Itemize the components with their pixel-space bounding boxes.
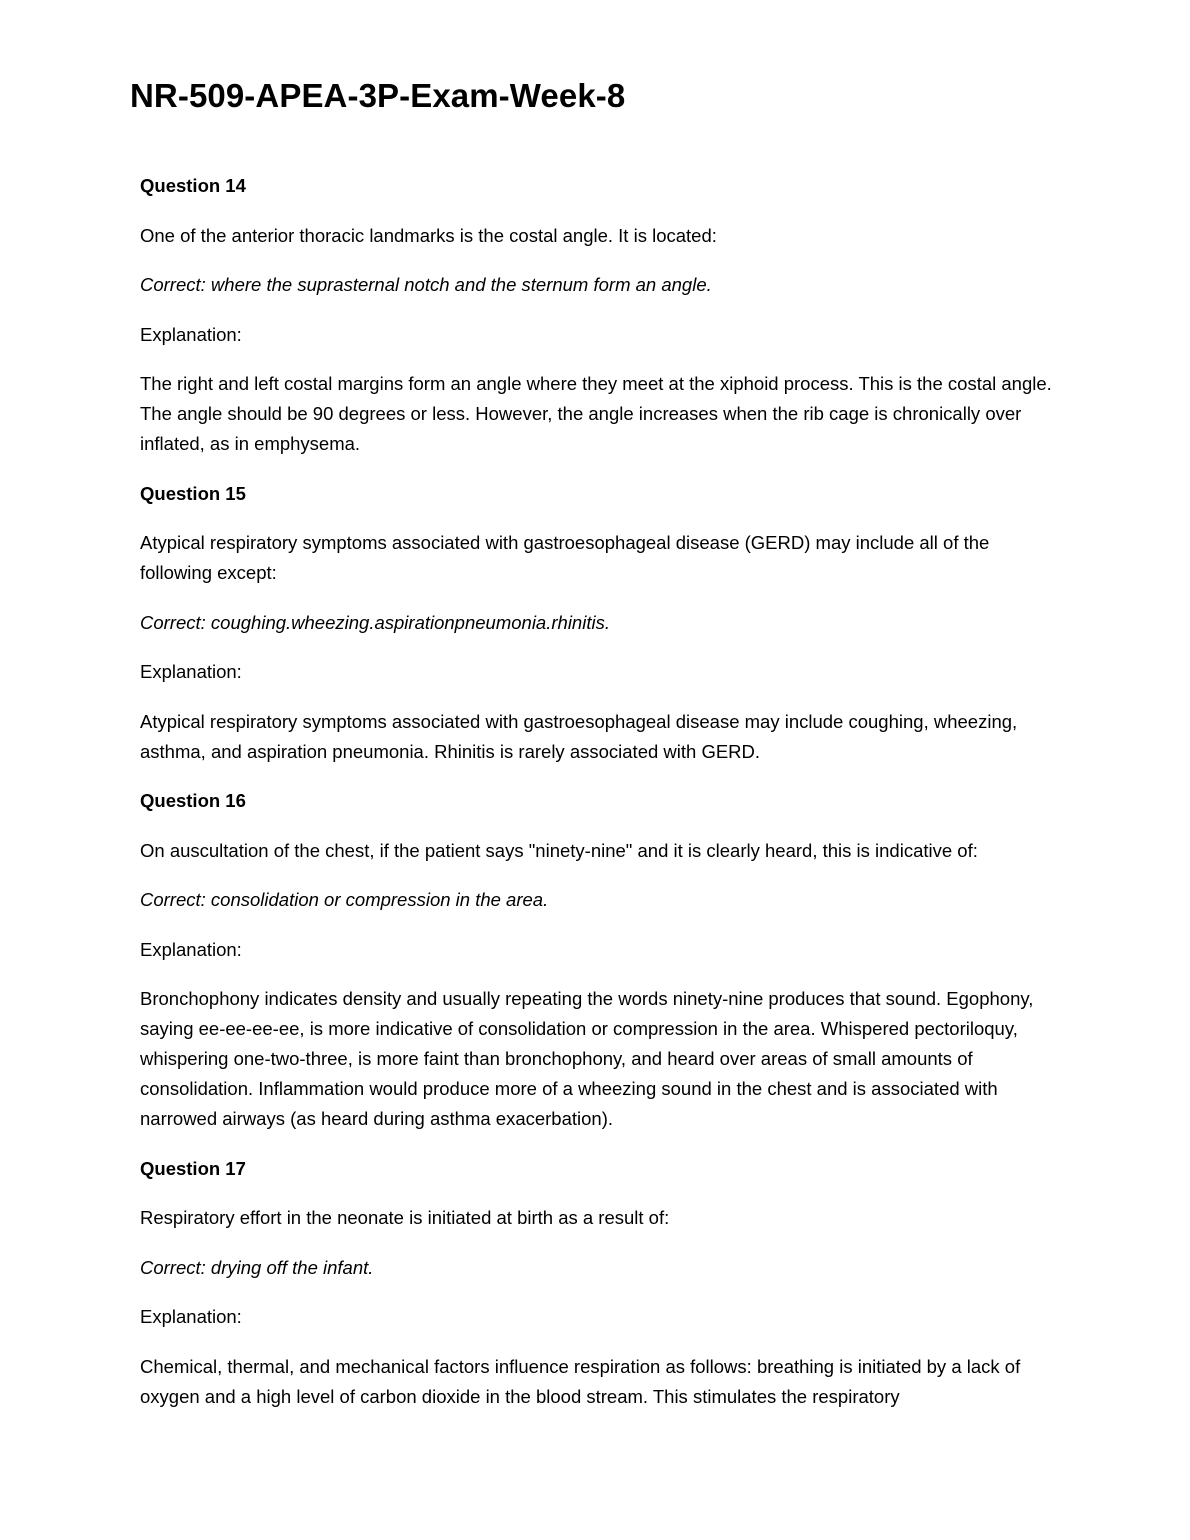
question-block-17 — [140, 1154, 1055, 1412]
explanation-text: Chemical, thermal, and mechanical factors influence respiration as follows: breathing is initiated by a lack of oxygen and a high level of carbon dioxide in the blood stream. This stimulates the respiratory — [140, 1355, 1021, 1407]
document-body — [140, 171, 1055, 1431]
explanation-text: Bronchophony indicates density and usually repeating the words ninety-nine produces that sound. Egophony, saying ee-ee-ee-ee, is more indicative of consolidation or compression in the area. Whispered pectoriloquy, whispering one-two-three, is more faint than bronchophony, and heard over areas of small amounts of consolidation. Inflammation would produce more of a wheezing sound in the chest and is associated with narrowed airways (as heard during asthma exacerbation). — [140, 988, 1034, 1129]
question-block-14 — [140, 171, 1055, 459]
explanation-label: Explanation: — [140, 938, 242, 960]
correct-answer: Correct: where the suprasternal notch and the sternum form an angle. — [140, 274, 712, 295]
explanation-label: Explanation: — [140, 1306, 242, 1327]
explanation-text: The right and left costal margins form an angle where they meet at the xiphoid process. This is the costal angle. The angle should be 90 degrees or less. However, the angle increases when the rib cage is chronically over inflated, as in emphysema. — [140, 373, 1052, 454]
explanation-label: Explanation: — [140, 323, 242, 345]
question-heading: Question 17 — [140, 1157, 246, 1179]
question-prompt: Respiratory effort in the neonate is initiated at birth as a result of: — [140, 1207, 670, 1228]
explanation-text: Atypical respiratory symptoms associated with gastroesophageal disease may include coughing, wheezing, asthma, and aspiration pneumonia. Rhinitis is rarely associated with GERD. — [140, 710, 1018, 762]
document-title: NR-509-APEA-3P-Exam-Week-8 — [130, 77, 626, 114]
explanation-label: Explanation: — [140, 661, 242, 682]
question-prompt: On auscultation of the chest, if the patient says "ninety-nine" and it is clearly heard, this is indicative of: — [140, 839, 978, 861]
correct-answer: Correct: drying off the infant. — [140, 1256, 374, 1278]
question-prompt: One of the anterior thoracic landmarks is the costal angle. It is located: — [140, 224, 717, 246]
correct-answer: Correct: coughing.wheezing.aspirationpneumonia.rhinitis. — [140, 611, 610, 633]
question-heading: Question 15 — [140, 482, 246, 504]
correct-answer: Correct: consolidation or compression in the area. — [140, 889, 549, 910]
question-block-15 — [140, 479, 1055, 767]
question-block-16 — [140, 786, 1055, 1134]
question-heading: Question 16 — [140, 790, 246, 811]
question-heading: Question 14 — [140, 175, 246, 196]
question-prompt: Atypical respiratory symptoms associated with gastroesophageal disease (GERD) may include all of the following except: — [140, 532, 990, 583]
